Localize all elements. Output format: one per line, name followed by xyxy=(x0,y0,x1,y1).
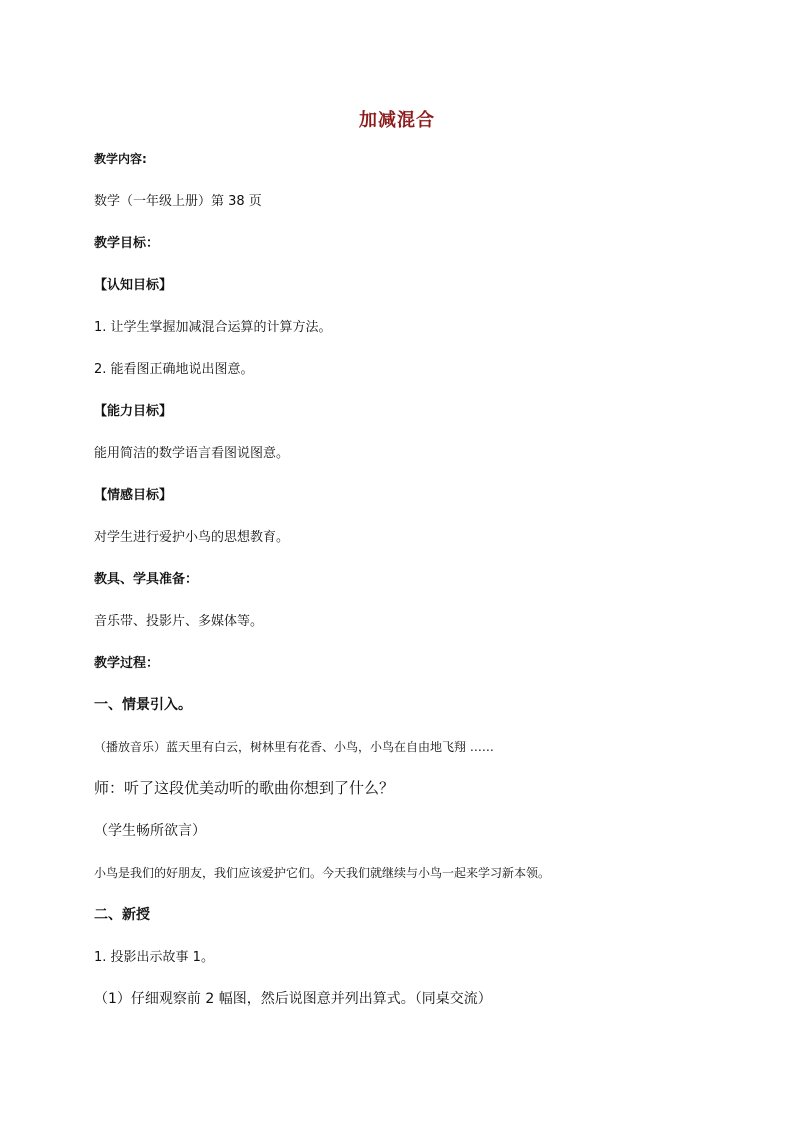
list-item-goal-1: 1. 让学生掌握加减混合运算的计算方法。 xyxy=(94,320,332,335)
heading-section-new-lesson: 二、新授 xyxy=(94,907,150,923)
heading-ability-goals: 【能力目标】 xyxy=(94,404,173,419)
heading-teaching-aids: 教具、学具准备： xyxy=(94,572,199,587)
heading-teaching-content: 教学内容: xyxy=(94,152,147,166)
heading-teaching-process: 教学过程： xyxy=(94,656,160,671)
paragraph-teaching-aids: 音乐带、投影片、多媒体等。 xyxy=(94,614,264,629)
list-item-goal-2: 2. 能看图正确地说出图意。 xyxy=(94,362,254,377)
list-item-story-1: 1. 投影出示故事 1。 xyxy=(94,950,214,965)
paragraph-student-response: （学生畅所欲言） xyxy=(94,823,206,839)
document-title: 加减混合 xyxy=(359,110,435,131)
paragraph-teacher-question: 师：听了这段优美动听的歌曲你想到了什么？ xyxy=(94,779,395,797)
heading-teaching-goals: 教学目标： xyxy=(94,236,160,251)
paragraph-emotional-goal: 对学生进行爱护小鸟的思想教育。 xyxy=(94,530,290,545)
paragraph-observe-pictures: （1）仔细观察前 2 幅图，然后说图意并列出算式。（同桌交流） xyxy=(94,991,492,1007)
heading-cognitive-goals: 【认知目标】 xyxy=(94,278,173,293)
heading-section-introduction: 一、情景引入。 xyxy=(94,697,192,713)
paragraph-ability-goal: 能用简洁的数学语言看图说图意。 xyxy=(94,446,290,461)
paragraph-textbook-page: 数学（一年级上册）第 38 页 xyxy=(94,194,262,209)
paragraph-bird-friends: 小鸟是我们的好朋友，我们应该爱护它们。今天我们就继续与小鸟一起来学习新本领。 xyxy=(94,866,551,880)
heading-emotional-goals: 【情感目标】 xyxy=(94,488,173,503)
paragraph-music-scene: （播放音乐）蓝天里有白云，树林里有花香、小鸟，小鸟在自由地飞翔 …… xyxy=(94,740,494,754)
